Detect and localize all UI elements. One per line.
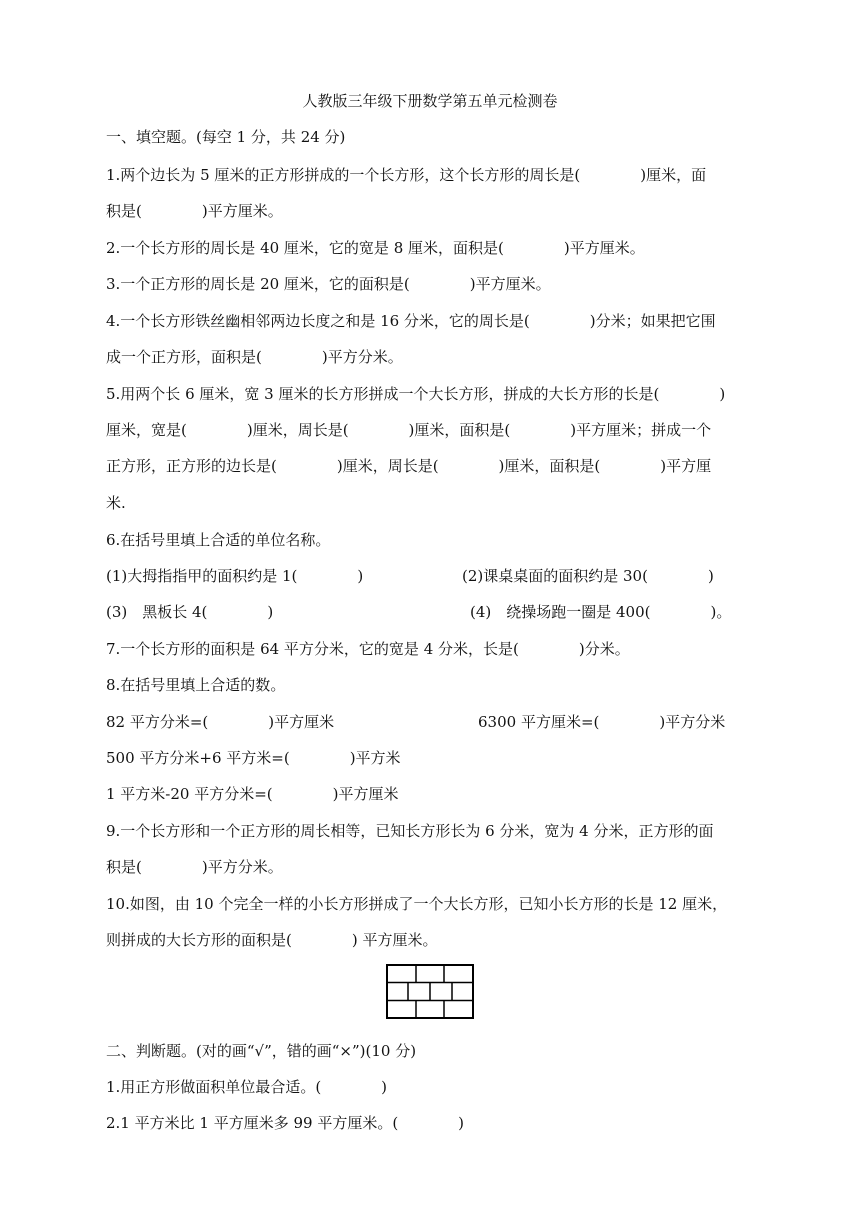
question-9-line-1: 9.一个长方形和一个正方形的周长相等，已知长方形长为 6 分米，宽为 4 分米，正方形的面 bbox=[106, 822, 714, 840]
judgement-1: 1.用正方形做面积单位最合适。( ) bbox=[106, 1078, 388, 1096]
section-2-heading: 二、判断题。(对的画“√”，错的画“×”)(10 分) bbox=[106, 1042, 417, 1060]
question-5-line-3: 正方形，正方形的边长是( )厘米，周长是( )厘米，面积是( )平方厘 bbox=[106, 457, 712, 475]
question-5-line-1: 5.用两个长 6 厘米，宽 3 厘米的长方形拼成一个大长方形，拼成的大长方形的长是( ) bbox=[106, 385, 726, 403]
page-title: 人教版三年级下册数学第五单元检测卷 bbox=[302, 92, 558, 110]
question-8-part-2: 6300 平方厘米=( )平方分米 bbox=[478, 713, 726, 731]
question-5-line-4: 米. bbox=[106, 494, 126, 512]
question-6-part-2: (2)课桌桌面的面积约是 30( ) bbox=[462, 567, 714, 585]
question-3: 3.一个正方形的周长是 20 厘米，它的面积是( )平方厘米。 bbox=[106, 275, 551, 293]
brick-rectangle-figure bbox=[386, 964, 474, 1019]
question-6-part-1: (1)大拇指指甲的面积约是 1( ) bbox=[106, 567, 364, 585]
question-8-part-4: 1 平方米-20 平方分米=( )平方厘米 bbox=[106, 785, 399, 803]
question-6-part-3: (3) 黑板长 4( ) bbox=[106, 603, 274, 621]
question-10-line-1: 10.如图，由 10 个完全一样的小长方形拼成了一个大长方形，已知小长方形的长是 12 厘米， bbox=[106, 895, 728, 913]
question-1-line-1: 1.两个边长为 5 厘米的正方形拼成的一个长方形，这个长方形的周长是( )厘米，面 bbox=[106, 166, 707, 184]
question-9-line-2: 积是( )平方分米。 bbox=[106, 858, 283, 876]
question-8-part-3: 500 平方分米+6 平方米=( )平方米 bbox=[106, 749, 401, 767]
question-8-part-1: 82 平方分米=( )平方厘米 bbox=[106, 713, 335, 731]
question-7: 7.一个长方形的面积是 64 平方分米，它的宽是 4 分米，长是( )分米。 bbox=[106, 640, 630, 658]
judgement-2: 2.1 平方米比 1 平方厘米多 99 平方厘米。( ) bbox=[106, 1114, 465, 1132]
question-4-line-1: 4.一个长方形铁丝幽相邻两边长度之和是 16 分米，它的周长是( )分米；如果把它围 bbox=[106, 312, 716, 330]
section-1-heading: 一、填空题。(每空 1 分，共 24 分) bbox=[106, 128, 346, 146]
question-4-line-2: 成一个正方形，面积是( )平方分米。 bbox=[106, 348, 403, 366]
question-8: 8.在括号里填上合适的数。 bbox=[106, 676, 286, 694]
question-1-line-2: 积是( )平方厘米。 bbox=[106, 202, 283, 220]
question-10-line-2: 则拼成的大长方形的面积是( ) 平方厘米。 bbox=[106, 931, 438, 949]
question-2: 2.一个长方形的周长是 40 厘米，它的宽是 8 厘米，面积是( )平方厘米。 bbox=[106, 239, 645, 257]
question-6-part-4: (4) 绕操场跑一圈是 400( )。 bbox=[470, 603, 732, 621]
question-5-line-2: 厘米，宽是( )厘米，周长是( )厘米，面积是( )平方厘米；拼成一个 bbox=[106, 421, 712, 439]
question-6: 6.在括号里填上合适的单位名称。 bbox=[106, 531, 331, 549]
